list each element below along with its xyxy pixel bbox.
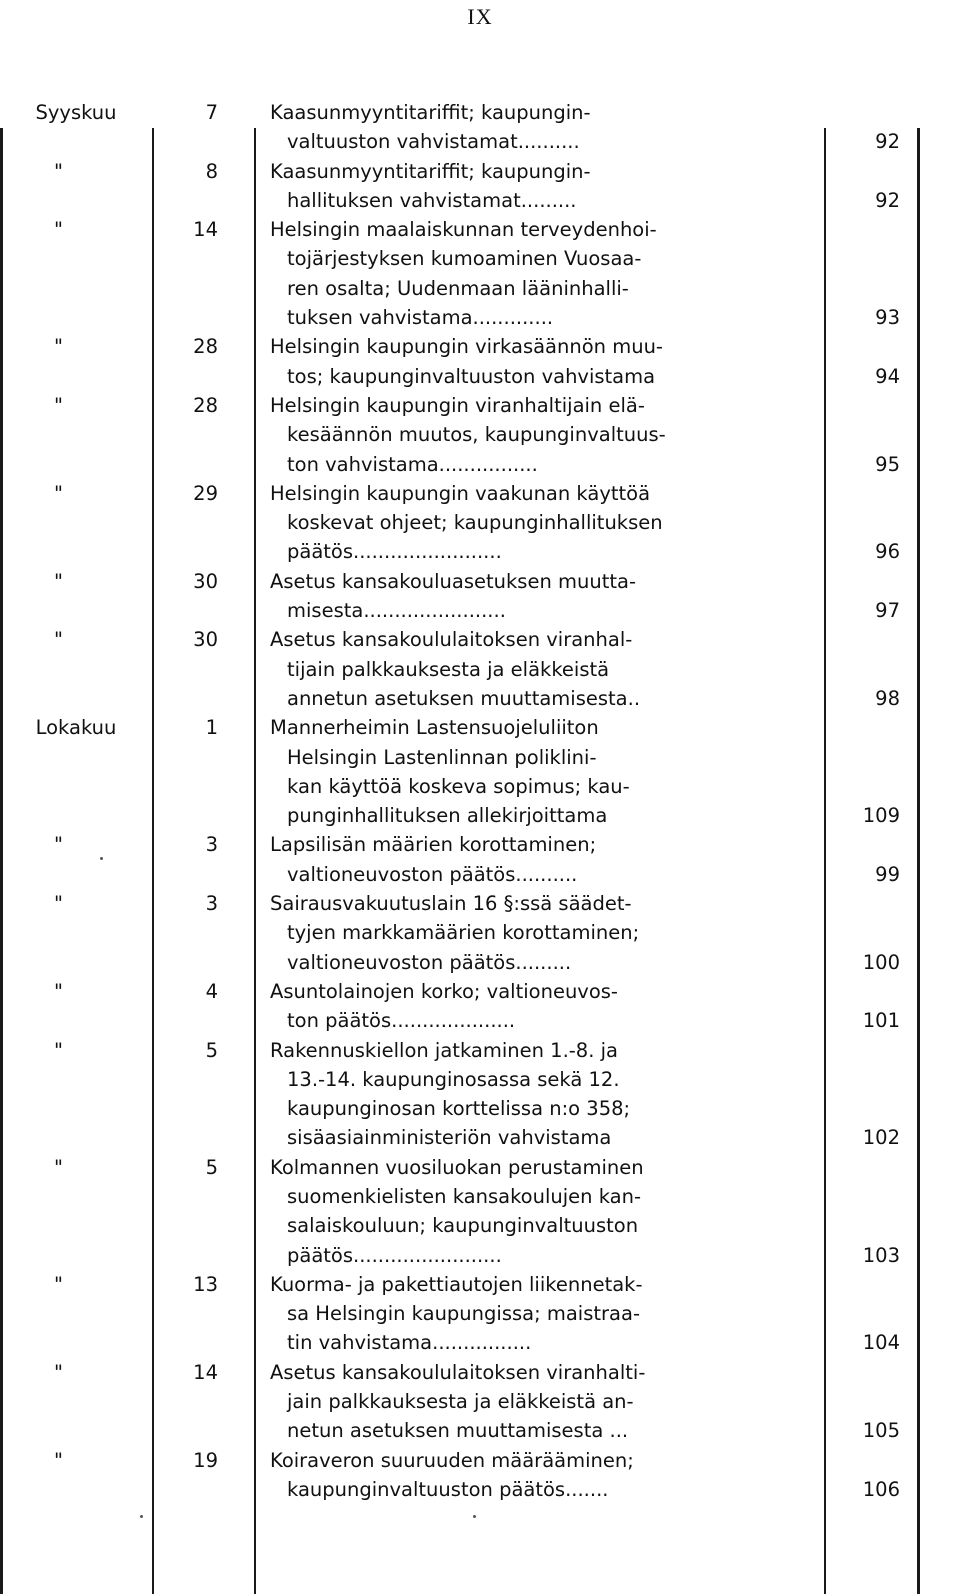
entry-title-line: koskevat ohjeet; kaupunginhallituksen [287, 511, 663, 535]
entry-title [270, 479, 790, 567]
month-ditto-mark: " [54, 1155, 63, 1179]
toc-entry [0, 889, 960, 977]
entry-title-line: Helsingin kaupungin vaakunan käyttöä [270, 481, 651, 505]
entry-title-line: Lapsilisän määrien korottaminen; [270, 833, 597, 857]
toc-table [0, 98, 960, 1504]
entry-title-line: Kaasunmyyntitariffit; kaupungin- [270, 159, 591, 183]
entry-title-line: Helsingin Lastenlinnan poliklini- [287, 745, 597, 769]
day-number: 28 [193, 335, 218, 359]
page-ref: 109 [862, 804, 900, 828]
toc-entry [0, 1358, 960, 1446]
page-ref: 94 [875, 364, 900, 388]
toc-entry [0, 713, 960, 830]
toc-entry [0, 215, 960, 332]
month-ditto-mark: " [54, 393, 63, 417]
entry-title [270, 830, 790, 889]
entry-title-line: Helsingin kaupungin virkasäännön muu- [270, 335, 663, 359]
toc-entry [0, 625, 960, 713]
page-ref: 95 [875, 452, 900, 476]
entry-title-line: 13.-14. kaupunginosassa sekä 12. [287, 1067, 620, 1091]
day-number: 29 [193, 481, 218, 505]
page-number: IX [467, 4, 493, 29]
entry-title-line: valtioneuvoston päätös......... [287, 950, 572, 974]
day-number: 7 [205, 101, 218, 124]
page-ref: 92 [875, 130, 900, 154]
entry-title-line: sisäasiainministeriön vahvistama [287, 1126, 612, 1150]
entry-title [270, 713, 790, 830]
page-ref: 93 [875, 306, 900, 330]
page-ref: 97 [875, 599, 900, 623]
page-ref: 104 [862, 1331, 900, 1355]
entry-title [270, 332, 790, 391]
entry-title-line: ton päätös.................... [287, 1009, 516, 1033]
toc-entry [0, 567, 960, 626]
entry-title-line: jain palkkauksesta ja eläkkeistä an- [287, 1390, 634, 1414]
day-number: 5 [205, 1038, 218, 1062]
entry-title-line: annetun asetuksen muuttamisesta.. [287, 686, 641, 710]
page-ref: 105 [862, 1419, 900, 1443]
toc-entry [0, 332, 960, 391]
day-number: 4 [205, 979, 218, 1003]
entry-title-line: valtioneuvoston päätös.......... [287, 862, 578, 886]
entry-title-line: kaupunginosan korttelissa n:o 358; [287, 1097, 631, 1121]
entry-title-line: kesäännön muutos, kaupunginvaltuus- [287, 423, 666, 447]
month-ditto-mark: " [54, 892, 63, 916]
toc-entry [0, 479, 960, 567]
month-ditto-mark: " [54, 833, 63, 857]
entry-title-line: kan käyttöä koskeva sopimus; kau- [287, 774, 630, 798]
entry-title-line: Asuntolainojen korko; valtioneuvos- [270, 979, 618, 1003]
toc-entry [0, 830, 960, 889]
month-ditto-mark: " [54, 569, 63, 593]
entry-title [270, 157, 790, 216]
entry-title-line: tin vahvistama................ [287, 1331, 532, 1355]
month-ditto-mark: " [54, 218, 63, 242]
page-ref: 106 [862, 1477, 900, 1501]
day-number: 14 [193, 1360, 218, 1384]
month-ditto-mark: " [54, 335, 63, 359]
entry-title [270, 1036, 790, 1153]
entry-title-line: kaupunginvaltuuston päätös....... [287, 1477, 609, 1501]
entry-title [270, 977, 790, 1036]
month-ditto-mark: " [54, 1038, 63, 1062]
day-number: 3 [205, 892, 218, 916]
entry-title [270, 567, 790, 626]
entry-title-line: Kuorma- ja pakettiautojen liikennetak- [270, 1272, 643, 1296]
entry-title-line: misesta....................... [287, 599, 506, 623]
entry-title [270, 98, 790, 157]
entry-title-line: tos; kaupunginvaltuuston vahvistama [287, 364, 656, 388]
entry-title-line: Koiraveron suuruuden määrääminen; [270, 1448, 634, 1472]
month-ditto-mark: " [54, 979, 63, 1003]
entry-title-line: päätös........................ [287, 540, 502, 564]
entry-title-line: tijain palkkauksesta ja eläkkeistä [287, 657, 610, 681]
entry-title-line: Mannerheimin Lastensuojeluliiton [270, 716, 599, 740]
entry-title-line: suomenkielisten kansakoulujen kan- [287, 1184, 641, 1208]
page-ref: 98 [875, 686, 900, 710]
entry-title-line: Helsingin kaupungin viranhaltijain elä- [270, 393, 645, 417]
entry-title [270, 215, 790, 332]
page-ref: 99 [875, 862, 900, 886]
day-number: 30 [193, 569, 218, 593]
day-number: 3 [205, 833, 218, 857]
entry-title-line: hallituksen vahvistamat......... [287, 188, 577, 212]
month-ditto-mark: " [54, 1448, 63, 1472]
print-speck [140, 1515, 143, 1518]
entry-title-line: Asetus kansakouluasetuksen muutta- [270, 569, 636, 593]
entry-title [270, 625, 790, 713]
day-number: 5 [205, 1155, 218, 1179]
entry-title-line: salaiskouluun; kaupunginvaltuuston [287, 1214, 639, 1238]
month-ditto-mark: " [54, 1360, 63, 1384]
day-number: 28 [193, 393, 218, 417]
toc-entry [0, 1270, 960, 1358]
entry-title-line: tyjen markkamäärien korottaminen; [287, 921, 640, 945]
entry-title-line: ton vahvistama................ [287, 452, 538, 476]
toc-entry [0, 977, 960, 1036]
entry-title-line: tuksen vahvistama............. [287, 306, 554, 330]
entry-title-line: valtuuston vahvistamat.......... [287, 130, 580, 154]
entry-title-line: päätös........................ [287, 1243, 502, 1267]
entry-title-line: ren osalta; Uudenmaan lääninhalli- [287, 276, 629, 300]
day-number: 30 [193, 628, 218, 652]
day-number: 1 [205, 716, 218, 740]
entry-title-line: Helsingin maalaiskunnan terveydenhoi- [270, 218, 657, 242]
month-ditto-mark: " [54, 481, 63, 505]
page-ref: 102 [862, 1126, 900, 1150]
entry-title-line: Kolmannen vuosiluokan perustaminen [270, 1155, 644, 1179]
entry-title [270, 1446, 790, 1505]
entry-title-line: sa Helsingin kaupungissa; maistraa- [287, 1302, 640, 1326]
entry-title [270, 391, 790, 479]
day-number: 19 [193, 1448, 218, 1472]
entry-title-line: netun asetuksen muuttamisesta ... [287, 1419, 629, 1443]
toc-entry [0, 1446, 960, 1505]
month-label: Lokakuu [35, 716, 117, 740]
entry-title-line: Rakennuskiellon jatkaminen 1.-8. ja [270, 1038, 618, 1062]
entry-title-line: Sairausvakuutuslain 16 §:ssä säädet- [270, 892, 632, 916]
entry-title [270, 889, 790, 977]
entry-title-line: punginhallituksen allekirjoittama [287, 804, 608, 828]
entry-title-line: tojärjestyksen kumoaminen Vuosaa- [287, 247, 642, 271]
toc-entry [0, 98, 960, 157]
entry-title [270, 1358, 790, 1446]
month-ditto-mark: " [54, 628, 63, 652]
month-label: Syyskuu [35, 101, 117, 124]
day-number: 14 [193, 218, 218, 242]
print-speck [100, 857, 103, 860]
page-ref: 100 [862, 950, 900, 974]
toc-entry [0, 1153, 960, 1270]
day-number: 13 [193, 1272, 218, 1296]
entry-title-line: Asetus kansakoululaitoksen viranhal- [270, 628, 633, 652]
entry-title-line: Asetus kansakoululaitoksen viranhalti- [270, 1360, 646, 1384]
month-ditto-mark: " [54, 1272, 63, 1296]
entry-title-line: Kaasunmyyntitariffit; kaupungin- [270, 101, 591, 124]
entry-title [270, 1270, 790, 1358]
print-speck [473, 1515, 476, 1518]
entry-title [270, 1153, 790, 1270]
toc-entry [0, 157, 960, 216]
page-ref: 92 [875, 188, 900, 212]
page-ref: 96 [875, 540, 900, 564]
page-ref: 103 [862, 1243, 900, 1267]
toc-entry [0, 391, 960, 479]
page-ref: 101 [862, 1009, 900, 1033]
month-ditto-mark: " [54, 159, 63, 183]
day-number: 8 [205, 159, 218, 183]
toc-entry [0, 1036, 960, 1153]
